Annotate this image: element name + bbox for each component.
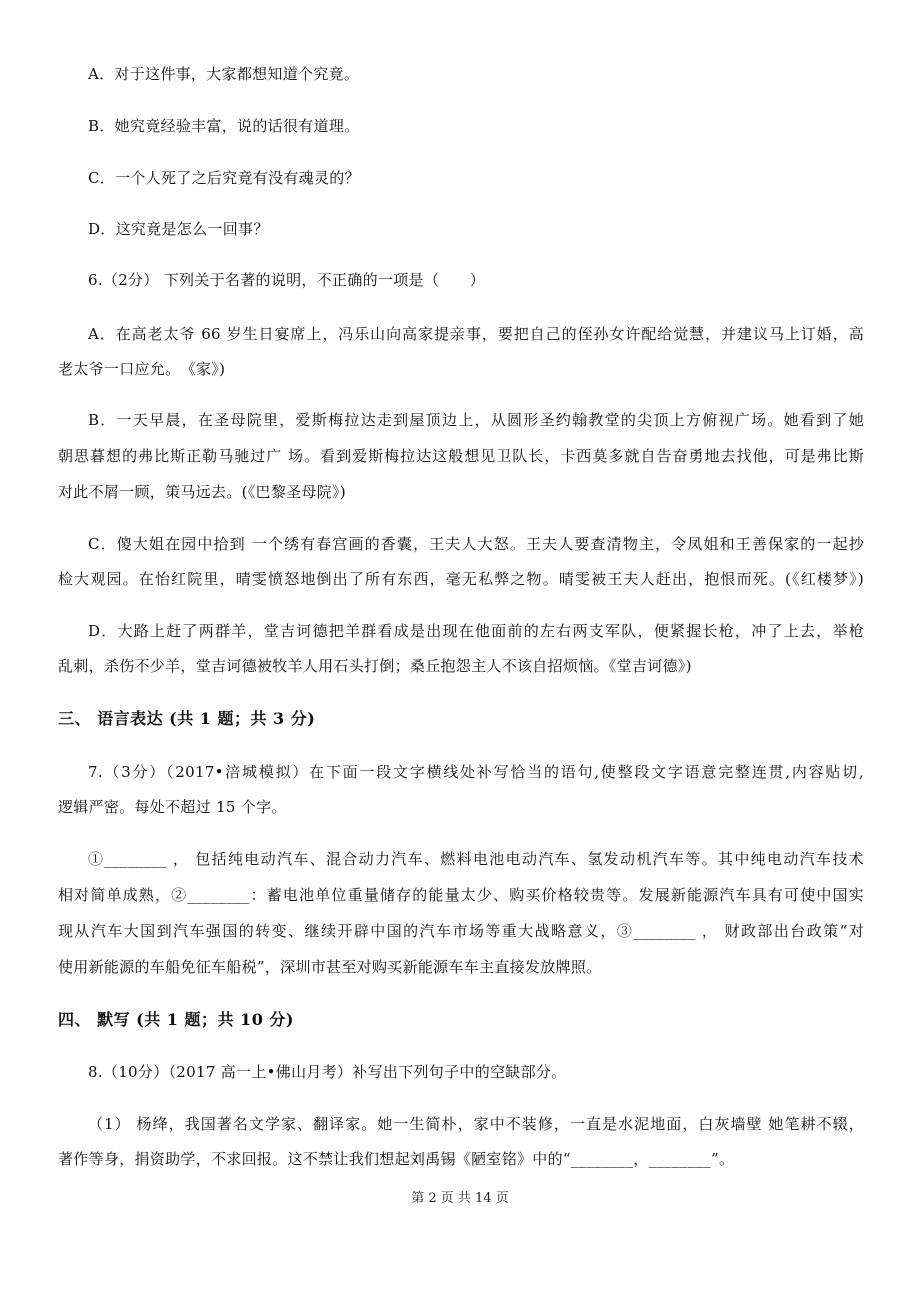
q6-option-d-line1: D．大路上赶了两群羊，堂吉诃德把羊群看成是出现在他面前的左右两支军队，便紧握长枪，冲了上去，举枪 [88, 622, 864, 640]
q6-stem: 6.（2分） 下列关于名著的说明，不正确的一项是（ ） [88, 271, 486, 289]
q5-option-d: D．这究竟是怎么一回事？ [88, 220, 269, 238]
q7-passage-line4: 使用新能源的车船免征车船税”，深圳市甚至对购买新能源车车主直接发放牌照。 [58, 958, 602, 976]
q5-option-c: C．一个人死了之后究竟有没有魂灵的？ [88, 169, 360, 187]
q8-stem: 8.（10分）（2017 高一上•佛山月考）补写出下列句子中的空缺部分。 [88, 1063, 567, 1081]
q7-passage-line1: ①________ ， 包括纯电动汽车、混合动力汽车、燃料电池电动汽车、氢发动机汽车等。其中纯电动汽车技术 [88, 850, 864, 868]
q6-option-d-line2: 乱刺，杀伤不少羊，堂吉诃德被牧羊人用石头打倒；桑丘抱怨主人不该自招烦恼。《堂吉诃德》) [58, 657, 692, 675]
section-3-title: 三、 语言表达 (共 1 题；共 3 分) [58, 709, 316, 728]
q7-stem-line2: 逻辑严密。每处不超过 15 个字。 [58, 798, 287, 816]
section-4-title: 四、 默写 (共 1 题；共 10 分) [58, 1010, 294, 1029]
q7-passage-line2: 相对简单成熟，②________：蓄电池单位重量储存的能量太少、购买价格较贵等。发展新能源汽车具有可使中国实 [58, 886, 864, 904]
q7-passage-line3: 现从汽车大国到汽车强国的转变、继续开辟中国的汽车市场等重大战略意义，③________ ， 财政部出台政策“对 [58, 922, 864, 940]
q6-option-c-line2: 检大观园。在怡红院里，晴雯愤怒地倒出了所有东西，毫无私弊之物。晴雯被王夫人赶出，抱恨而死。(《红楼梦》) [58, 570, 864, 588]
q7-stem-line1: 7.（3分）（2017•涪城模拟）在下面一段文字横线处补写恰当的语句,使整段文字语意完整连贯,内容贴切, [88, 763, 864, 781]
page-footer: 第 2 页 共 14 页 [411, 1191, 509, 1206]
q5-option-a: A．对于这件事，大家都想知道个究竟。 [88, 65, 360, 83]
q6-option-b-line3: 对此不屑一顾，策马远去。(《巴黎圣母院》) [58, 483, 347, 501]
q6-option-b-line1: B．一天早晨，在圣母院里，爱斯梅拉达走到屋顶边上，从圆形圣约翰教堂的尖顶上方俯视广场。她看到了她 [88, 411, 864, 429]
q5-option-b: B．她究竟经验丰富，说的话很有道理。 [88, 117, 360, 135]
q6-option-a-line1: A．在高老太爷 66 岁生日宴席上，冯乐山向高家提亲事，要把自己的侄孙女许配给觉慧，并建议马上订婚，高 [88, 325, 864, 343]
q6-option-c-line1: C．傻大姐在园中拾到 一个绣有春宫画的香囊，王夫人大怒。王夫人要查清物主，令凤姐和王善保家的一起抄 [88, 535, 864, 553]
q8-item1-line1: （1） 杨绛，我国著名文学家、翻译家。她一生简朴，家中不装修，一直是水泥地面，白灰墙壁 她笔耕不辍， [88, 1115, 864, 1133]
q8-item1-line2: 著作等身，捐资助学，不求回报。这不禁让我们想起刘禹锡《陋室铭》中的“________，________”。 [58, 1150, 735, 1168]
q6-option-b-line2: 朝思暮想的弗比斯正勒马驰过广 场。看到爱斯梅拉达这般想见卫队长，卡西莫多就自告奋勇地去找他，可是弗比斯 [58, 447, 864, 465]
q6-option-a-line2: 老太爷一口应允。 《家》) [58, 360, 226, 378]
